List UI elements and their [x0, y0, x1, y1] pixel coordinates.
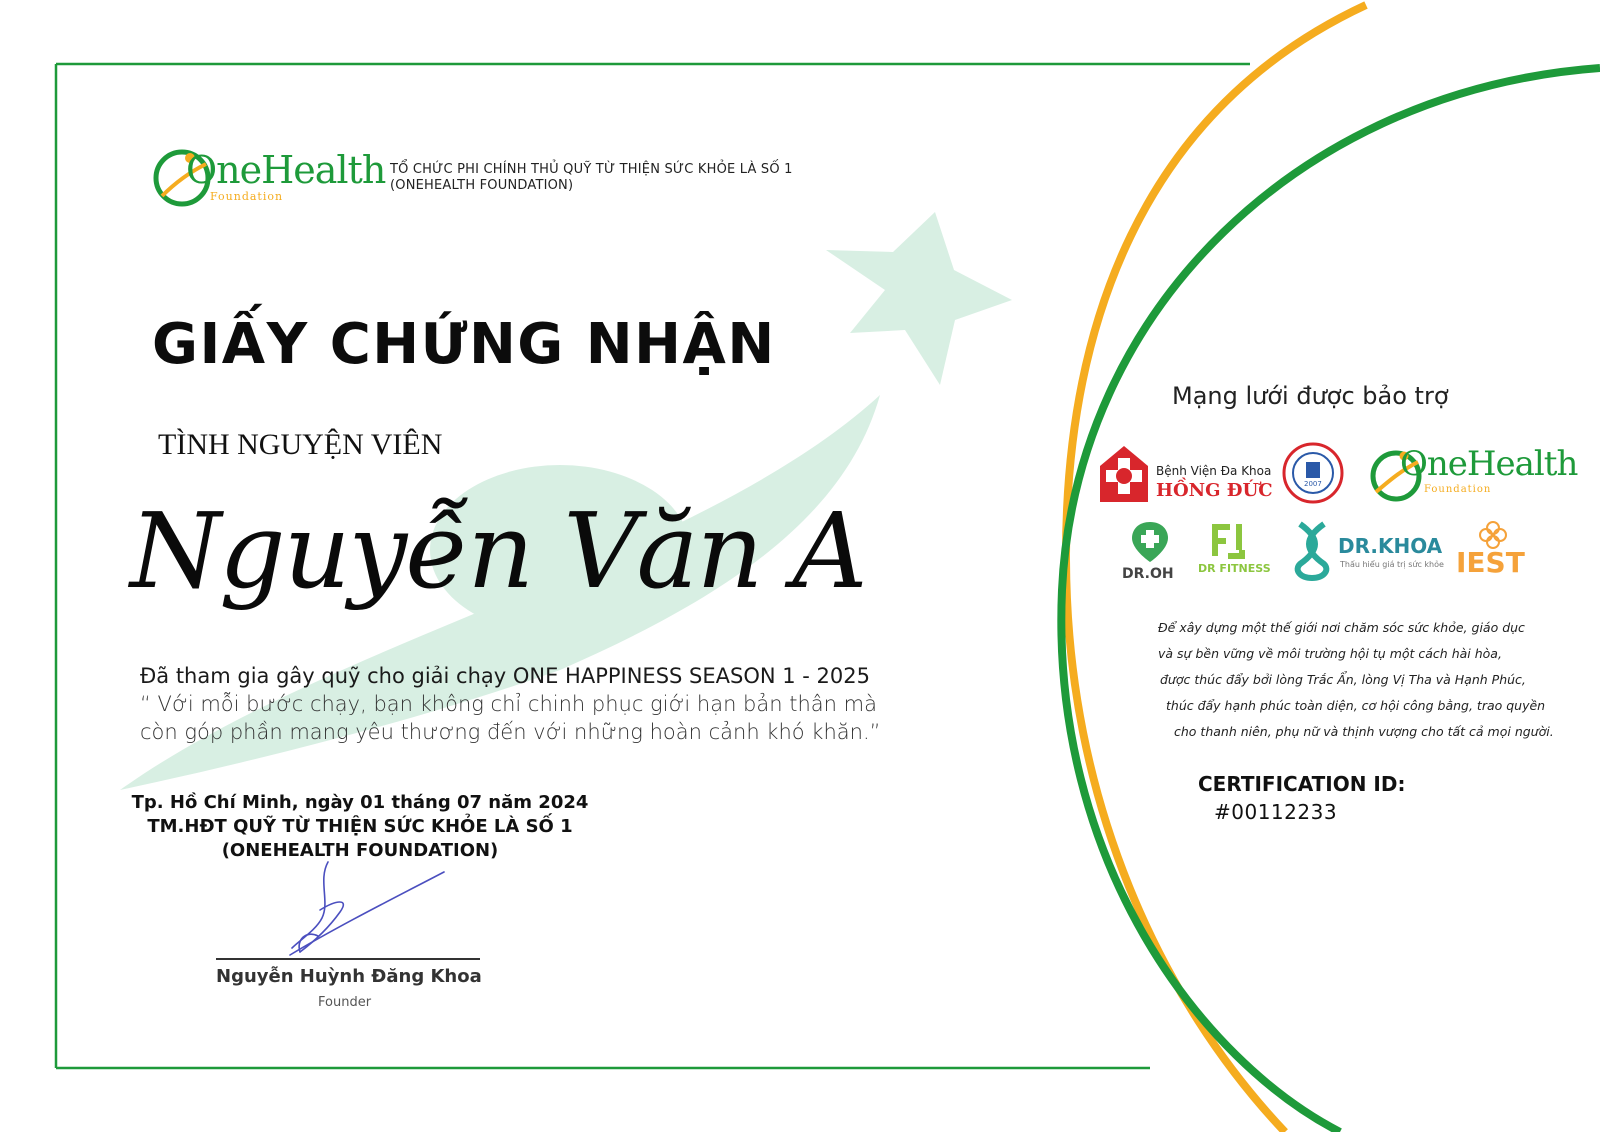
dr-khoa-text: DR.KHOA: [1338, 534, 1443, 558]
mission-line-4: thúc đẩy hạnh phúc toàn diện, cơ hội công bằng, trao quyền: [1166, 698, 1546, 713]
on-behalf-line: TM.HĐT QUỸ TỪ THIỆN SỨC KHỎE LÀ SỐ 1: [147, 816, 573, 837]
recipient-name: Nguyễn Văn A: [130, 490, 866, 612]
dr-oh-text: DR.OH: [1122, 566, 1174, 582]
hong-duc-line-1: Bệnh Viện Đa Khoa: [1156, 464, 1272, 478]
quote-line-2: còn góp phần mang yêu thương đến với những hoàn cảnh khó khăn.”: [140, 720, 881, 744]
certification-id: #00112233: [1214, 800, 1338, 824]
dr-khoa-dna-icon: [1290, 520, 1338, 582]
org-name-line-2: (ONEHEALTH FOUNDATION): [390, 178, 574, 193]
dr-fitness-mark-icon: [1210, 520, 1254, 560]
dr-khoa-sub: Thấu hiểu giá trị sức khỏe: [1340, 560, 1444, 569]
green-arc: [1061, 68, 1600, 1132]
certificate-subtitle: TÌNH NGUYỆN VIÊN: [158, 428, 443, 461]
founder-name: Nguyễn Huỳnh Đăng Khoa: [216, 966, 482, 987]
org-name-line-1: TỔ CHỨC PHI CHÍNH THỦ QUỸ TỪ THIỆN SỨC KHỎE LÀ SỐ 1: [390, 162, 793, 177]
iest-text: IEST: [1456, 546, 1525, 579]
dr-khoa-logo: [1290, 520, 1444, 586]
mission-line-1: Để xây dựng một thế giới nơi chăm sóc sức khỏe, giáo dục: [1158, 620, 1525, 635]
signature-org: (ONEHEALTH FOUNDATION): [221, 840, 499, 861]
iest-logo: [1452, 520, 1536, 586]
dr-fitness-logo: [1196, 520, 1271, 586]
mission-line-3: được thúc đẩy bởi lòng Trắc Ẩn, lòng Vị Tha và Hạnh Phúc,: [1160, 672, 1526, 687]
onehealth-logo: [152, 146, 386, 212]
signature-block: [120, 791, 600, 863]
onehealth-partner-logo: [1368, 442, 1578, 504]
participation-text: Đã tham gia gây quỹ cho giải chạy ONE HAPPINESS SEASON 1 - 2025: [140, 664, 870, 688]
hospital-cross-icon: [1098, 444, 1150, 506]
college-seal-year: 2007: [1304, 480, 1322, 488]
hong-duc-hospital-logo: [1098, 444, 1273, 506]
college-seal-icon: [1282, 442, 1344, 504]
dr-oh-logo: [1120, 520, 1180, 586]
quote-line-1: “ Với mỗi bước chạy, bạn không chỉ chinh phục giới hạn bản thân mà: [140, 692, 877, 716]
hong-duc-line-2: HỒNG ĐỨC: [1156, 480, 1273, 501]
certification-label: CERTIFICATION ID:: [1198, 772, 1406, 796]
onehealth-partner-text: OneHealth: [1400, 444, 1578, 484]
certificate-title: GIẤY CHỨNG NHẬN: [152, 312, 776, 377]
hong-duc-college-seal: [1282, 442, 1344, 504]
mission-line-2: và sự bền vững về môi trường hội tụ một cách hài hòa,: [1158, 646, 1502, 661]
signature-scribble: [290, 862, 444, 955]
network-title: Mạng lưới được bảo trợ: [1172, 382, 1449, 410]
dr-oh-pin-icon: [1130, 520, 1170, 564]
onehealth-logo-text: OneHealth: [186, 148, 386, 192]
mission-line-5: cho thanh niên, phụ nữ và thịnh vượng cho tất cả mọi người.: [1174, 724, 1554, 739]
dr-fitness-text: DR FITNESS: [1198, 562, 1271, 575]
onehealth-logo-subtext: Foundation: [210, 190, 284, 203]
onehealth-partner-sub: Foundation: [1424, 484, 1492, 495]
founder-role: Founder: [318, 995, 372, 1010]
place-date: Tp. Hồ Chí Minh, ngày 01 tháng 07 năm 2024: [131, 792, 589, 813]
